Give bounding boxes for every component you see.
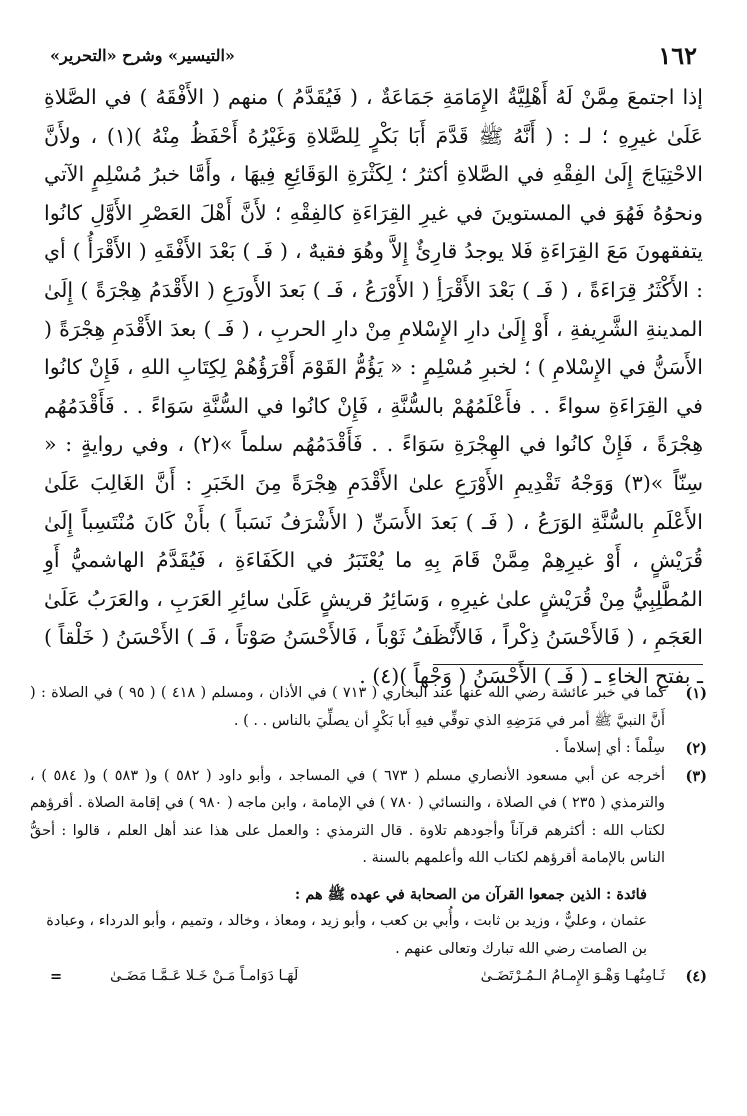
- footnote-number: (٣): [685, 767, 707, 785]
- main-text: [44, 78, 703, 696]
- page-header: [50, 40, 697, 70]
- faida-text: عثمان ، وعليٌّ ، وزيد بن ثابت ، وأُبي بن كعب ، وأبو زيد ، ومعاذ ، وخالد ، وتميم ، وأبو الدرداء ، وعبادة بن الصامت رضي الله تبارك وتعالى عنهم .: [46, 913, 647, 957]
- footnotes: [30, 680, 707, 991]
- footnote-1: [30, 680, 707, 735]
- footnote-text: كما في خبر عائشة رضي الله عنها عند البخاري ( ٧١٣ ) في الأذان ، ومسلم ( ٤١٨ ) ( ٩٥ ) في الصلاة : ( أَنَّ النبيَّ ﷺ أمر في مَرَضِهِ الذي توفِّي فيهِ أَبا بَكْرٍ أن يصلِّيَ بالناس . . ) .: [30, 685, 665, 729]
- body-paragraph: إذا اجتمعَ مِمَّنْ لَهُ أَهْلِيَّةُ الإِمَامَةِ جَمَاعَةٌ ، ( فَيُقَدَّمُ ) منهم ( الأَفْقَهُ ) في الصَّلاةِ عَلَىٰ غيرِهِ ؛ لـ : ( أَنَّهُ ﷺ قَدَّمَ أَبَا بَكْرٍ لِلصَّلاةِ وَغَيْرُهُ أَحْفَظُ مِنْهُ )(١) ، ولأَنَّ الاحْتِيَاجَ إِلَىٰ الفِقْهِ في الصَّلاةِ أكثرُ ؛ لِكَثْرَةِ الوَقَائِعِ فِيهَا ، وأَمَّا خبرُ مُسْلِمٍ الآتي ونحوُهُ فَهُوَ في المستوينَ في غيرِ القِرَاءَةِ كالفِقْهِ ؛ لأَنَّ أَهْلَ العَصْرِ الأَوَّلِ كانُوا يتفقهونَ مَعَ القِرَاءَةِ فَلا يوجدُ قارِئٌ إِلاَّ وهُوَ فقيهٌ ، ( فَـ ) بَعْدَ الأَفْقَهِ ( الأَقْرَأُ ) أي : الأَكْثَرُ قِرَاءَةً ، ( فَـ ) بَعْدَ الأَقْرَأِ ( الأَوْرَعُ ، فَـ ) بَعدَ الأَورَعِ ( الأَقْدَمُ هِجْرَةً ) إِلَىٰ المدينةِ الشَّرِيفةِ ، أَوْ إِلَىٰ دارِ الإِسْلامِ مِنْ دارِ الحربِ ، ( فَـ ) بعدَ الأَقْدَمِ هِجْرَةً ( الأَسَنُّ في الإِسْلامِ ) ؛ لخبرِ مُسْلِمٍ : « يَؤُمُّ القَوْمَ أَقْرَؤُهُمْ لِكِتَابِ اللهِ ، فَإِنْ كانُوا في القِرَاءَةِ سواءً . . فأَعْلَمُهُمْ بالسُّنَّةِ ، فَإِنْ كانُوا في السُّنَّةِ سَوَاءً . . فَأَقْدَمُهُم هِجْرَةً ، فَإِنْ كانُوا في الهِجْرَةِ سَوَاءً . . فَأَقْدَمُهُم سلماً »(٢) ، وفي روايةٍ : « سِنّاً »(٣) وَوَجْهُ تَقْدِيمِ الأَوْرَعِ علىٰ الأَقْدَمِ هِجْرَةً مِنَ الخَبَرِ : أَنَّ الغَالِبَ عَلَىٰ الأَعْلَمِ بالسُّنَّةِ الوَرَعُ ، ( فَـ ) بَعدَ الأَسَنِّ ( الأَشْرَفُ نَسَباً ) بأَنْ كَانَ مُنْتَسِباً إِلَىٰ قُرَيْشٍ ، أَوْ غيرِهِمْ مِمَّنْ قَامَ بِهِ ما يُعْتَبَرُ في الكَفَاءَةِ ، فَيُقَدَّمُ الهاشميُّ أَوِ المُطَّلِبِيُّ مِنْ قُرَيْشٍ علىٰ غيرِهِ ، وَسَائِرُ قريشٍ عَلَىٰ سائِرِ العَرَبِ ، والعَرَبُ عَلَىٰ العَجَمِ ، ( فَالأَحْسَنُ ذِكْراً ، فَالأَنْظَفُ ثَوْباً ، فَالأَحْسَنُ صَوْتاً ، فَـ ) الأَحْسَنُ ( خَلْقاً ) ـ بفتحِ الخاءِ ـ ( فَـ ) الأَحْسَنُ ( وَجْهاً )(٤) .: [44, 85, 703, 688]
- footnote-separator: [433, 664, 703, 665]
- footnote-number: (١): [685, 685, 707, 702]
- footnote-text: أخرجه عن أبي مسعود الأنصاري مسلم ( ٦٧٣ ) في المساجد ، وأبو داود ( ٥٨٢ ) و( ٥٨٣ ) و( ٥٨٤ ) ، والترمذي ( ٢٣٥ ) في الصلاة ، والنسائي ( ٧٨٠ ) في الإمامة ، وابن ماجه ( ٩٨٠ ) في إقامة الصلاة . أقرؤهم لكتاب الله : أكثرهم قرآناً وأجودهم تلاوة . قال الترمذي : والعمل على هذا عند أهل العلم ، قالوا : أحقُّ الناس بالإمامة أقرؤهم لكتاب الله وأعلمهم بالسنة .: [30, 767, 666, 866]
- footnote-number: (٢): [685, 740, 707, 757]
- verse-hemistich-2: لَهَـا دَوَامـاً مَـنْ خَـلا عَـمَّـا مَضَـىٰ: [110, 968, 299, 984]
- footnote-number: (٤): [685, 968, 707, 985]
- footnote-text: سِلْماً : أي إسلاماً .: [554, 740, 665, 756]
- faida-title: فائدة : الذين جمعوا القرآن من الصحابة في عهده ﷺ هم :: [294, 885, 647, 903]
- page-number: ١٦٢: [658, 40, 697, 70]
- continuation-mark: =: [50, 968, 63, 985]
- footnote-2: [30, 735, 707, 763]
- faida-note: [30, 881, 707, 964]
- verse-hemistich-1: ثَـامِنُهـا وَهْـوَ الإِمـامُ الـمُـرْتَضَـىٰ: [480, 968, 665, 984]
- footnote-3: [30, 763, 707, 873]
- verse-line: [30, 963, 665, 991]
- footnote-4: [30, 963, 707, 991]
- running-title: «التيسير» وشرح «التحرير»: [50, 45, 235, 65]
